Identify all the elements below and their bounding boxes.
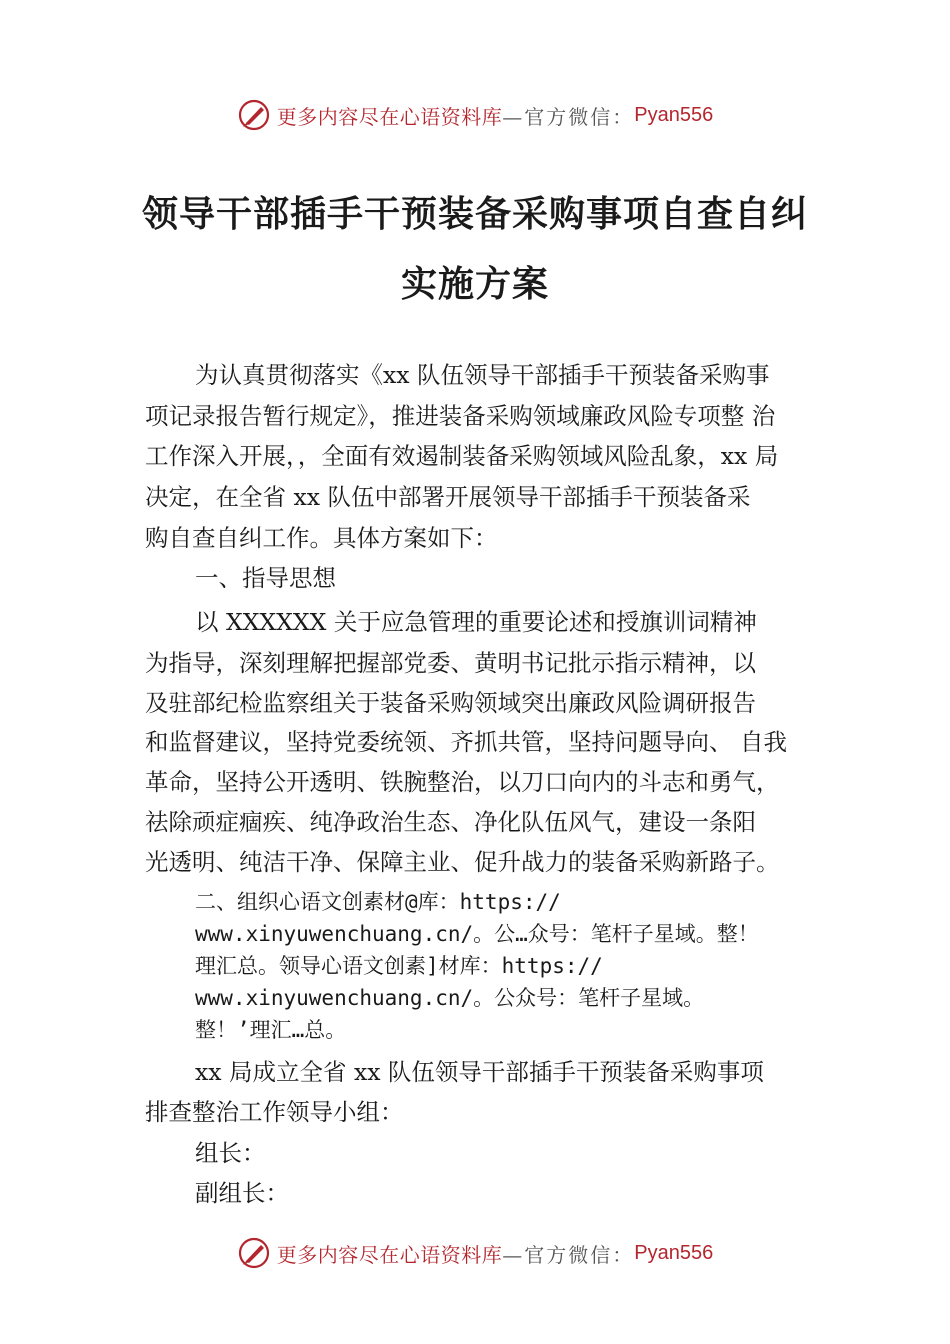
document-title-line1: 领导干部插手干预装备采购事项自查自纠 [141, 193, 808, 235]
paragraph3-line: 排查整治工作领导小组： [145, 1098, 404, 1126]
section-heading-2-line: 整！’理汇…总。 [195, 1018, 347, 1042]
paragraph1-line: 决定，在全省 xx 队伍中部署开展领导干部插手干预装备采 [145, 483, 751, 511]
paragraph1-line: 项记录报告暂行规定》，推进装备采购领域廉政风险专项整 治 [145, 402, 776, 430]
paragraph2-line: 及驻部纪检监察组关于装备采购领域突出廉政风险调研报告 [145, 689, 756, 717]
section-heading-2-line: www.xinyuwenchuang.cn/。公…众号：笔杆子星域。整！ [195, 922, 759, 946]
paragraph2-line: 以 XXXXXX 关于应急管理的重要论述和授旗训词精神 [195, 608, 757, 636]
watermark-grey-text: —官方微信： [502, 1242, 635, 1267]
paragraph1-line: 工作深入开展，，全面有效遏制装备采购领域风险乱象，xx 局 [145, 442, 779, 470]
paragraph3-line: xx 局成立全省 xx 队伍领导干部插手干预装备采购事项 [195, 1058, 764, 1086]
paragraph2-line: 光透明、纯洁干净、保障主业、促升战力的装备采购新路子。 [145, 848, 780, 876]
section-heading-1: 一、指导思想 [195, 564, 336, 592]
paragraph2-line: 祛除顽症痼疾、纯净政治生态、净化队伍风气，建设一条阳 [145, 808, 756, 836]
watermark-wechat-id: Pyan556 [634, 1241, 714, 1264]
deputy-leader-label: 副组长： [195, 1179, 289, 1207]
paragraph1-line: 为认真贯彻落实《xx 队伍领导干部插手干预装备采购事 [195, 361, 770, 389]
watermark-wechat-id: Pyan556 [634, 103, 714, 126]
document-title-line2: 实施方案 [400, 263, 549, 305]
footer-watermark [0, 1233, 950, 1273]
paragraph2-line: 和监督建议，坚持党委统领、齐抓共管，坚持问题导向、 自我 [145, 728, 787, 756]
section-heading-2-line: www.xinyuwenchuang.cn/。公众号：笔杆子星域。 [195, 986, 705, 1010]
watermark-red-text: 更多内容尽在心语资料库 [276, 104, 503, 129]
paragraph2-line: 革命，坚持公开透明、铁腕整治，以刀口向内的斗志和勇气， [145, 768, 780, 796]
paragraph1-line: 购自查自纠工作。具体方案如下： [145, 524, 498, 552]
section-heading-2-line: 二、组织心语文创素材@库：https:// [195, 890, 561, 914]
leader-label: 组长： [195, 1139, 266, 1167]
pen-logo-icon [237, 98, 271, 132]
paragraph2-line: 为指导，深刻理解把握部党委、黄明书记批示指示精神，以 [145, 649, 756, 677]
pen-logo-icon [237, 1236, 271, 1270]
watermark-red-text: 更多内容尽在心语资料库 [276, 1242, 503, 1267]
header-watermark [0, 95, 950, 135]
section-heading-2-line: 理汇总。领导心语文创素]材库：https:// [195, 954, 603, 978]
watermark-grey-text: —官方微信： [502, 104, 635, 129]
